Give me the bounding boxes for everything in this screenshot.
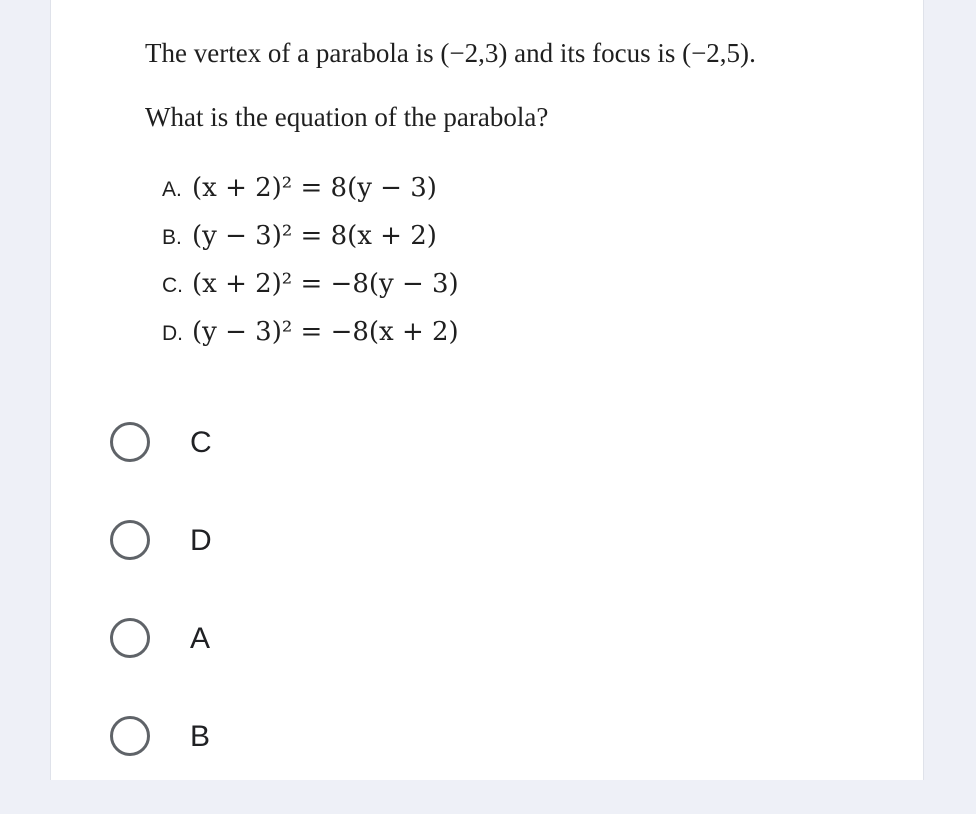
option-letter: C. [162, 274, 183, 297]
radio-button-icon[interactable] [110, 716, 150, 756]
question-text-start: The vertex of a parabola is [145, 38, 441, 68]
option-equation: (x + 2)² = −8(y − 3) [192, 269, 459, 299]
option-equation: (y − 3)² = −8(x + 2) [192, 317, 459, 347]
option-equation: (y − 3)² = 8(x + 2) [192, 221, 437, 251]
answer-options-list [162, 168, 459, 360]
option-equation: (x + 2)² = 8(y − 3) [192, 173, 437, 203]
option-b [162, 216, 459, 264]
option-letter: B. [162, 226, 182, 249]
option-letter: A. [162, 178, 182, 201]
question-text-middle: and its focus is [507, 38, 683, 68]
question-line-2: What is the equation of the parabola? [145, 102, 549, 132]
question-text-end: . [749, 38, 756, 68]
focus-value: (−2,5) [682, 38, 750, 68]
radio-choice-label[interactable]: D [190, 524, 212, 557]
vertex-value: (−2,3) [440, 38, 508, 68]
radio-choice-label[interactable]: A [190, 622, 211, 655]
option-d [162, 312, 459, 360]
radio-choice-label[interactable]: B [190, 720, 211, 753]
option-letter: D. [162, 322, 183, 345]
radio-button-icon[interactable] [110, 520, 150, 560]
radio-choice-label[interactable]: C [190, 426, 212, 459]
radio-button-icon[interactable] [110, 618, 150, 658]
question-line-1 [145, 38, 756, 69]
radio-button-icon[interactable] [110, 422, 150, 462]
option-a [162, 168, 459, 216]
option-c [162, 264, 459, 312]
